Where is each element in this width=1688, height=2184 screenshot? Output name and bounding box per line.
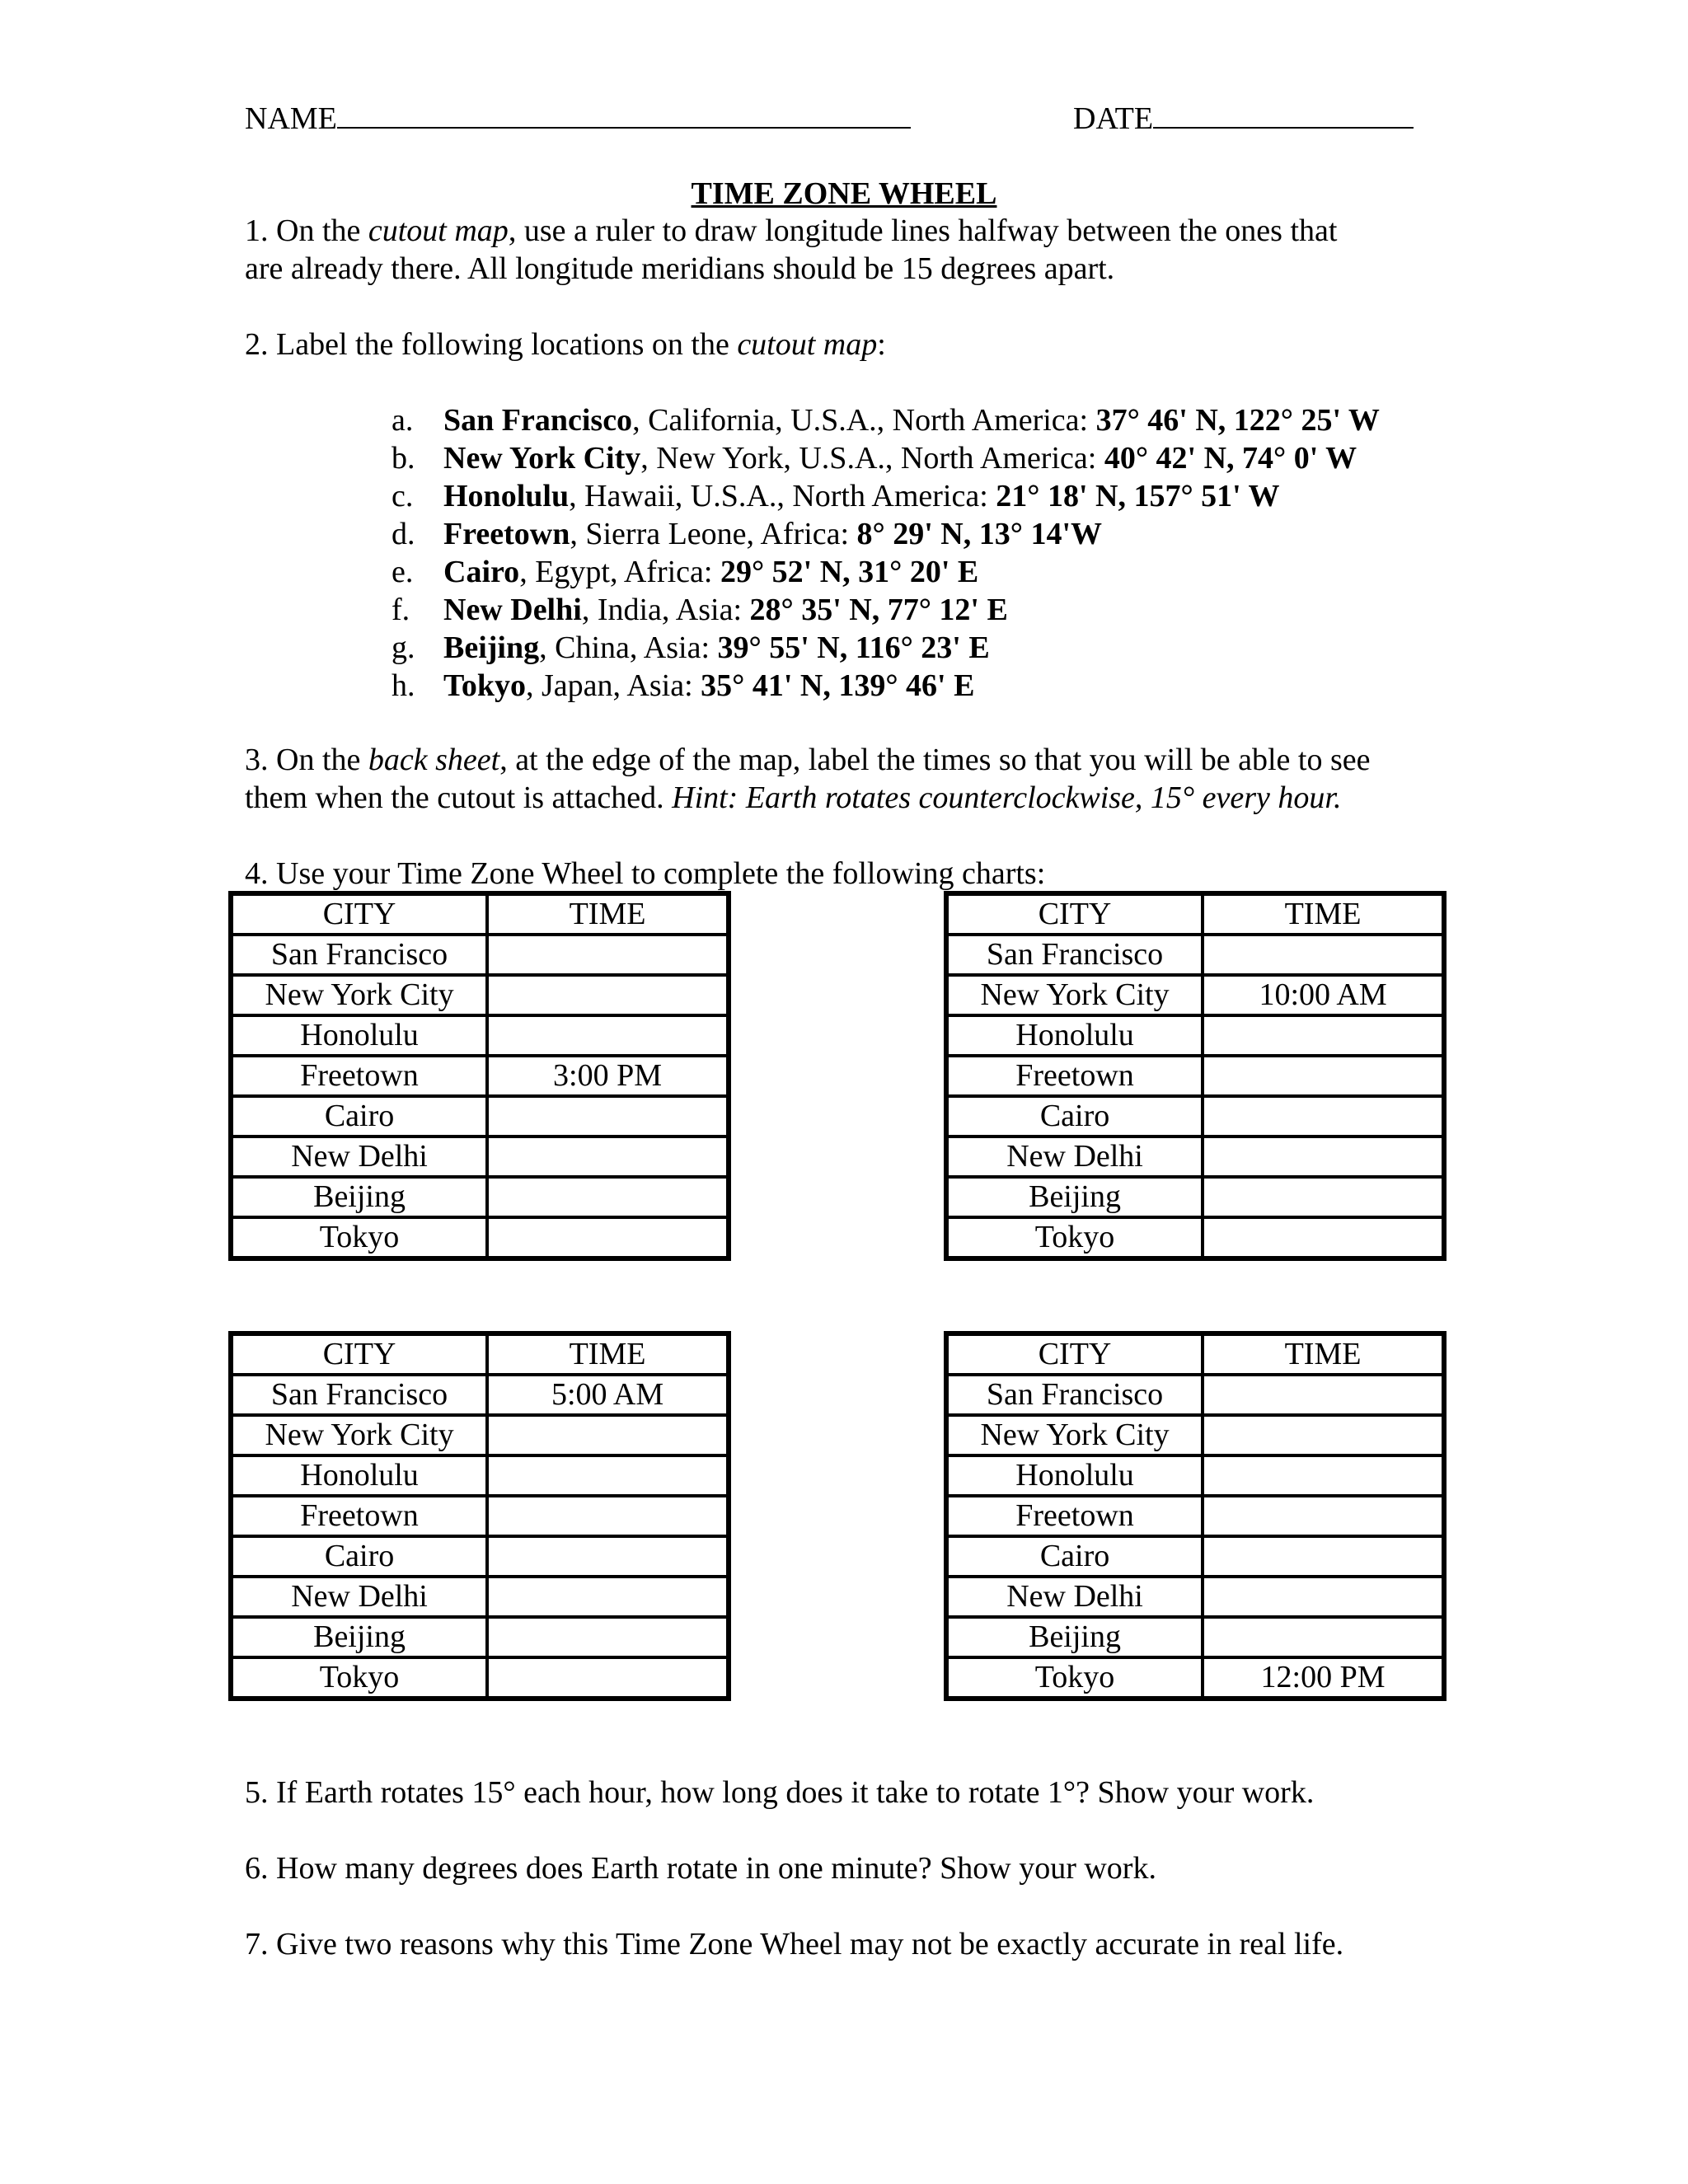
city-cell: New Delhi <box>231 1577 487 1617</box>
location-city: New York City <box>443 441 641 476</box>
city-cell: New York City <box>231 1415 487 1455</box>
time-cell[interactable] <box>1203 1536 1444 1577</box>
city-cell: Beijing <box>231 1617 487 1657</box>
name-label: NAME <box>245 101 337 136</box>
time-cell[interactable] <box>487 1496 729 1536</box>
table-row <box>231 1056 729 1096</box>
time-cell[interactable] <box>1203 1217 1444 1258</box>
location-letter: e. <box>392 555 414 589</box>
city-cell: San Francisco <box>946 935 1203 975</box>
city-column-header: CITY <box>231 893 487 935</box>
city-cell: San Francisco <box>231 935 487 975</box>
location-city: New Delhi <box>443 593 582 627</box>
location-place: , Sierra Leone, Africa: <box>570 517 857 551</box>
time-column-header: TIME <box>1203 893 1444 935</box>
location-place: , Hawaii, U.S.A., North America: <box>569 479 996 513</box>
table-row <box>946 1415 1444 1455</box>
city-cell: Cairo <box>231 1096 487 1137</box>
city-cell: Honolulu <box>231 1455 487 1496</box>
location-coordinates: 37° 46' N, 122° 25' W <box>1095 403 1380 438</box>
table-row <box>231 1375 729 1415</box>
table-row <box>231 935 729 975</box>
location-coordinates: 21° 18' N, 157° 51' W <box>996 479 1280 513</box>
location-coordinates: 35° 41' N, 139° 46' E <box>701 668 975 703</box>
chart-header-row <box>946 1333 1444 1375</box>
time-cell[interactable] <box>487 935 729 975</box>
city-cell: Cairo <box>231 1536 487 1577</box>
location-coordinates: 28° 35' N, 77° 12' E <box>749 593 1008 627</box>
city-cell: San Francisco <box>946 1375 1203 1415</box>
city-cell: New Delhi <box>231 1137 487 1177</box>
location-place: , Japan, Asia: <box>526 668 701 703</box>
location-coordinates: 40° 42' N, 74° 0' W <box>1104 441 1357 476</box>
question-1-line-2: are already there. All longitude meridians should be 15 degrees apart. <box>245 251 1115 286</box>
name-blank[interactable] <box>337 97 911 129</box>
city-cell: Tokyo <box>946 1217 1203 1258</box>
question-4: 4. Use your Time Zone Wheel to complete the following charts: <box>245 856 1046 891</box>
city-cell: San Francisco <box>231 1375 487 1415</box>
time-cell[interactable] <box>487 1657 729 1699</box>
location-place: , California, U.S.A., North America: <box>632 403 1096 438</box>
chart-header-row <box>231 893 729 935</box>
city-column-header: CITY <box>231 1333 487 1375</box>
time-cell[interactable] <box>487 1015 729 1056</box>
date-label: DATE <box>1073 101 1154 136</box>
city-cell: Beijing <box>946 1177 1203 1217</box>
city-cell: Tokyo <box>231 1217 487 1258</box>
location-place: , New York, U.S.A., North America: <box>640 441 1104 476</box>
location-letter: b. <box>392 441 415 476</box>
time-cell[interactable] <box>1203 1415 1444 1455</box>
date-blank[interactable] <box>1153 97 1414 129</box>
city-column-header: CITY <box>946 1333 1203 1375</box>
location-city: Honolulu <box>443 479 570 513</box>
location-coordinates: 39° 55' N, 116° 23' E <box>717 630 990 665</box>
time-cell[interactable] <box>487 1096 729 1137</box>
time-cell[interactable] <box>1203 1015 1444 1056</box>
location-letter: d. <box>392 517 415 551</box>
city-cell: New York City <box>231 975 487 1015</box>
location-letter: g. <box>392 630 415 665</box>
table-row <box>231 1217 729 1258</box>
city-cell: Cairo <box>946 1096 1203 1137</box>
time-cell[interactable] <box>1203 1496 1444 1536</box>
table-row <box>231 1617 729 1657</box>
time-column-header: TIME <box>487 893 729 935</box>
table-row <box>946 935 1444 975</box>
question-5: 5. If Earth rotates 15° each hour, how long does it take to rotate 1°? Show your work. <box>245 1775 1315 1810</box>
location-item <box>392 439 1357 477</box>
time-chart-1 <box>228 891 731 1261</box>
table-row <box>946 1217 1444 1258</box>
table-row <box>946 1137 1444 1177</box>
time-cell[interactable] <box>487 1617 729 1657</box>
location-item <box>392 667 974 705</box>
location-city: Tokyo <box>443 668 526 703</box>
name-field[interactable] <box>245 97 911 138</box>
city-column-header: CITY <box>946 893 1203 935</box>
location-coordinates: 8° 29' N, 13° 14'W <box>856 517 1102 551</box>
city-cell: New Delhi <box>946 1137 1203 1177</box>
time-cell[interactable]: 10:00 AM <box>1203 975 1444 1015</box>
table-row <box>231 1096 729 1137</box>
time-chart-3 <box>228 1331 731 1701</box>
time-cell[interactable]: 12:00 PM <box>1203 1657 1444 1699</box>
location-item <box>392 553 978 591</box>
table-row <box>231 1015 729 1056</box>
time-cell[interactable]: 3:00 PM <box>487 1056 729 1096</box>
location-letter: f. <box>392 593 410 627</box>
table-row <box>946 1455 1444 1496</box>
city-cell: New Delhi <box>946 1577 1203 1617</box>
location-item <box>392 591 1008 629</box>
table-row <box>946 1096 1444 1137</box>
location-place: , Egypt, Africa: <box>519 555 720 589</box>
time-cell[interactable] <box>487 975 729 1015</box>
table-row <box>946 1375 1444 1415</box>
time-cell[interactable] <box>487 1415 729 1455</box>
time-cell[interactable] <box>1203 1617 1444 1657</box>
city-cell: Beijing <box>231 1177 487 1217</box>
table-row <box>946 1617 1444 1657</box>
city-cell: Freetown <box>946 1056 1203 1096</box>
table-row <box>231 1415 729 1455</box>
table-row <box>231 1577 729 1617</box>
table-row <box>231 975 729 1015</box>
time-column-header: TIME <box>487 1333 729 1375</box>
city-cell: Tokyo <box>231 1657 487 1699</box>
table-row <box>946 1015 1444 1056</box>
city-cell: New York City <box>946 1415 1203 1455</box>
city-cell: Beijing <box>946 1617 1203 1657</box>
location-letter: h. <box>392 668 415 703</box>
time-chart-2 <box>944 891 1447 1261</box>
city-cell: Honolulu <box>231 1015 487 1056</box>
location-city: Freetown <box>443 517 570 551</box>
time-cell[interactable]: 5:00 AM <box>487 1375 729 1415</box>
table-row <box>946 1496 1444 1536</box>
time-cell[interactable] <box>1203 1177 1444 1217</box>
table-row <box>946 1056 1444 1096</box>
table-row <box>231 1177 729 1217</box>
time-column-header: TIME <box>1203 1333 1444 1375</box>
table-row <box>231 1137 729 1177</box>
location-letter: a. <box>392 403 414 438</box>
location-item <box>392 401 1380 439</box>
table-row <box>946 1536 1444 1577</box>
city-cell: New York City <box>946 975 1203 1015</box>
page-title: TIME ZONE WHEEL <box>691 176 997 211</box>
question-3-line-1: 3. On the back sheet, at the edge of the map, label the times so that you will be able to see <box>245 743 1371 777</box>
location-item <box>392 629 990 667</box>
time-cell[interactable] <box>1203 1455 1444 1496</box>
location-coordinates: 29° 52' N, 31° 20' E <box>720 555 979 589</box>
question-7: 7. Give two reasons why this Time Zone Wheel may not be exactly accurate in real life. <box>245 1927 1344 1961</box>
location-place: , China, Asia: <box>539 630 718 665</box>
time-cell[interactable] <box>487 1455 729 1496</box>
location-place: , India, Asia: <box>581 593 750 627</box>
question-3-line-2: them when the cutout is attached. Hint: Earth rotates counterclockwise, 15° every hour. <box>245 780 1342 815</box>
city-cell: Tokyo <box>946 1657 1203 1699</box>
table-row <box>231 1455 729 1496</box>
time-cell[interactable] <box>487 1177 729 1217</box>
city-cell: Freetown <box>231 1496 487 1536</box>
location-item <box>392 477 1280 515</box>
time-cell[interactable] <box>1203 935 1444 975</box>
city-cell: Honolulu <box>946 1015 1203 1056</box>
chart-header-row <box>946 893 1444 935</box>
table-row <box>946 1577 1444 1617</box>
time-cell[interactable] <box>487 1137 729 1177</box>
table-row <box>231 1657 729 1699</box>
location-city: San Francisco <box>443 403 633 438</box>
time-cell[interactable] <box>487 1217 729 1258</box>
table-row <box>946 1177 1444 1217</box>
location-city: Cairo <box>443 555 520 589</box>
location-item <box>392 515 1102 553</box>
question-2: 2. Label the following locations on the cutout map: <box>245 327 886 362</box>
location-city: Beijing <box>443 630 540 665</box>
time-cell[interactable] <box>1203 1056 1444 1096</box>
table-row <box>231 1536 729 1577</box>
time-cell[interactable] <box>1203 1137 1444 1177</box>
question-1-line-1: 1. On the cutout map, use a ruler to draw longitude lines halfway between the ones that <box>245 213 1338 248</box>
city-cell: Cairo <box>946 1536 1203 1577</box>
table-row <box>231 1496 729 1536</box>
chart-header-row <box>231 1333 729 1375</box>
city-cell: Freetown <box>946 1496 1203 1536</box>
time-cell[interactable] <box>1203 1577 1444 1617</box>
city-cell: Freetown <box>231 1056 487 1096</box>
table-row <box>946 1657 1444 1699</box>
time-chart-4 <box>944 1331 1447 1701</box>
table-row <box>946 975 1444 1015</box>
time-cell[interactable] <box>487 1536 729 1577</box>
city-cell: Honolulu <box>946 1455 1203 1496</box>
date-field[interactable] <box>1073 97 1414 138</box>
question-6: 6. How many degrees does Earth rotate in one minute? Show your work. <box>245 1851 1156 1886</box>
time-cell[interactable] <box>487 1577 729 1617</box>
time-cell[interactable] <box>1203 1096 1444 1137</box>
time-cell[interactable] <box>1203 1375 1444 1415</box>
location-letter: c. <box>392 479 414 513</box>
